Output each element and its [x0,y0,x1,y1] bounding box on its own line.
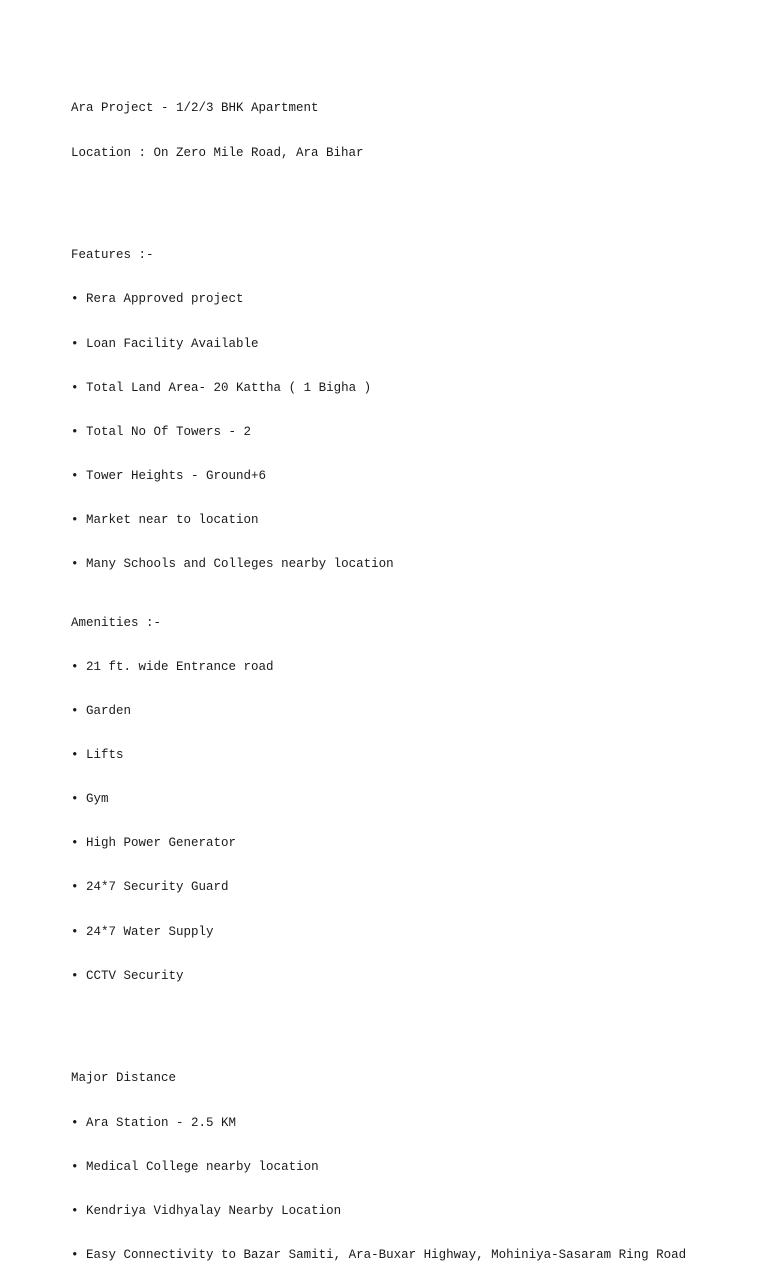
feature-item-text: Total No Of Towers - 2 [86,424,252,439]
bullet: • [71,468,79,483]
bullet: • [71,748,79,763]
amenity-item-text: Lifts [86,748,124,763]
bullet: • [71,292,79,307]
bullet: • [71,968,79,983]
feature-item-text: Many Schools and Colleges nearby location [86,557,394,572]
amenity-item [71,836,751,851]
distance-item-text: Easy Connectivity to Bazar Samiti, Ara-Buxar Highway, Mohiniya-Sasaram Ring Road [86,1247,687,1262]
distance-item-text: Medical College nearby location [86,1159,319,1174]
feature-item [71,469,751,484]
amenity-item [71,660,751,675]
feature-item [71,337,751,352]
bullet: • [71,924,79,939]
amenity-item-text: Gym [86,792,109,807]
amenity-item-text: High Power Generator [86,836,237,851]
bullet: • [71,512,79,527]
bullet: • [71,836,79,851]
amenity-item-text: 21 ft. wide Entrance road [86,659,274,674]
distance-item-text: Kendriya Vidhyalay Nearby Location [86,1203,342,1218]
document-title: Ara Project - 1/2/3 BHK Apartment [71,101,319,116]
amenity-item-text: 24*7 Security Guard [86,880,229,895]
feature-item-text: Rera Approved project [86,292,244,307]
feature-item [71,513,751,528]
amenity-item [71,704,751,719]
feature-item-text: Tower Heights - Ground+6 [86,468,267,483]
bullet: • [71,1203,79,1218]
amenity-item [71,748,751,763]
feature-item [71,381,751,396]
feature-item [71,292,751,307]
features-heading: Features :- [71,248,154,263]
document-body [71,72,751,1277]
bullet: • [71,792,79,807]
bullet: • [71,557,79,572]
bullet: • [71,336,79,351]
bullet: • [71,380,79,395]
amenity-item-text: Garden [86,704,132,719]
feature-item [71,557,751,572]
bullet: • [71,880,79,895]
bullet: • [71,424,79,439]
amenities-heading: Amenities :- [71,615,162,630]
amenity-item-text: CCTV Security [86,968,184,983]
distance-item [71,1204,751,1219]
feature-item [71,425,751,440]
amenity-item [71,969,751,984]
distance-item [71,1248,751,1263]
amenity-item-text: 24*7 Water Supply [86,924,214,939]
bullet: • [71,1159,79,1174]
bullet: • [71,1115,79,1130]
feature-item-text: Loan Facility Available [86,336,259,351]
spacer [71,190,751,205]
distance-item [71,1116,751,1131]
bullet: • [71,1247,79,1262]
distance-heading: Major Distance [71,1071,177,1086]
amenity-item [71,880,751,895]
feature-item-text: Total Land Area- 20 Kattha ( 1 Bigha ) [86,380,372,395]
amenity-item [71,792,751,807]
amenity-item [71,925,751,940]
spacer [71,1013,751,1028]
bullet: • [71,704,79,719]
location-line: Location : On Zero Mile Road, Ara Bihar [71,145,364,160]
feature-item-text: Market near to location [86,512,259,527]
distance-item-text: Ara Station - 2.5 KM [86,1115,237,1130]
distance-item [71,1160,751,1175]
bullet: • [71,659,79,674]
